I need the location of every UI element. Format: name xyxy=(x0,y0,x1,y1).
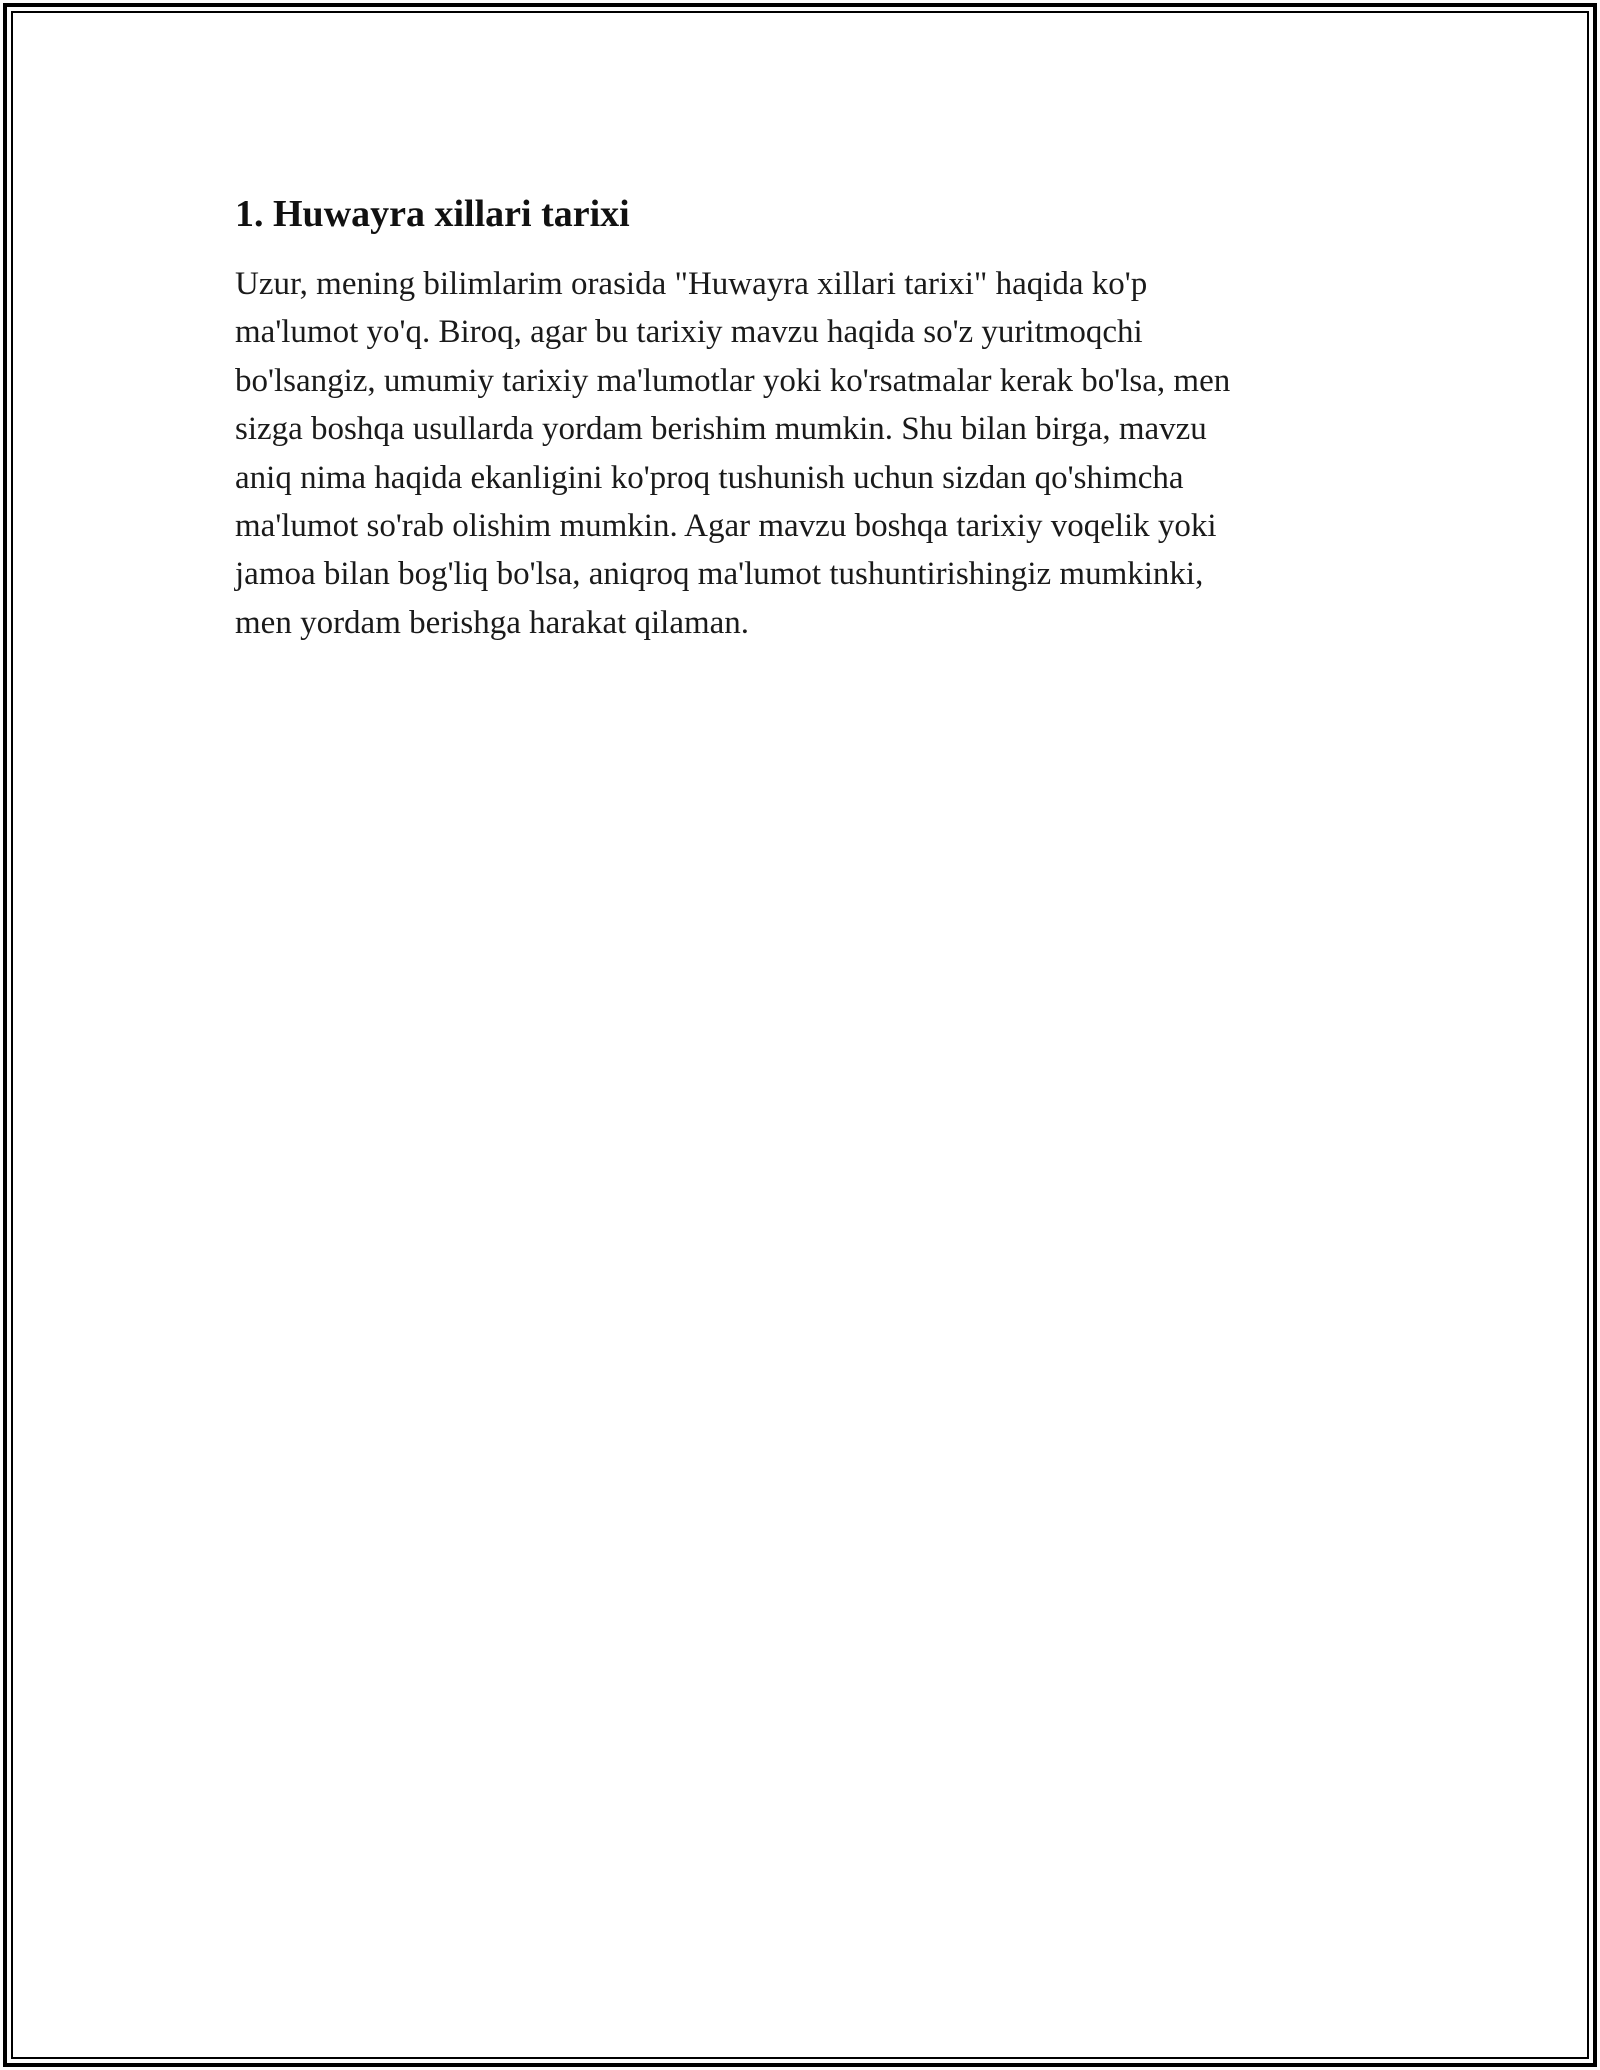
body-paragraph: Uzur, mening bilimlarim orasida "Huwayra xillari tarixi" haqida ko'p ma'lumot yo'q. Biroq, agar bu tarixiy mavzu haqida so'z yuritmoqchi bo'lsangiz, umumiy tarixiy ma'lumotlar yoki ko'rsatmalar kerak bo'lsa, men sizga boshqa usullarda yordam berishim mumkin. Shu bilan birga, mavzu aniq nima haqida ekanligini ko'proq tushunish uchun sizdan qo'shimcha ma'lumot so'rab olishim mumkin. Agar mavzu boshqa tarixiy voqelik yoki jamoa bilan bog'liq bo'lsa, aniqroq ma'lumot tushuntirishingiz mumkinki, men yordam berishga harakat qilaman. xyxy=(235,266,1231,641)
document-content xyxy=(235,186,1365,647)
section-heading: 1. Huwayra xillari tarixi xyxy=(235,193,630,235)
